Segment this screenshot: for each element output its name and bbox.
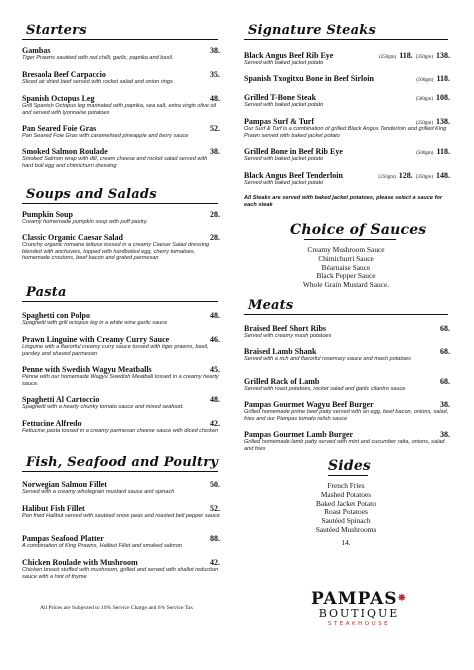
item-name: Smoked Salmon Roulade	[22, 147, 108, 156]
item-name: Spaghetti Al Cartoccio	[22, 395, 100, 404]
item-name: Pampas Seafood Platter	[22, 534, 104, 543]
sauce-item: Chimichurri Sauce	[318, 253, 374, 263]
item-price: 68.	[440, 324, 450, 333]
item-description: Served with roast potatoes, rocket salad and garlic cilantro sauce	[244, 386, 406, 392]
item-name: Pampas Gourmet Wagyu Beef Burger	[244, 400, 374, 409]
item-description: Pan fried Halibut served with sautéed snow peas and roasted bell pepper sauce	[22, 513, 220, 519]
item-description: Smoked Salmon wrap with dill, cream cheese and rocket salad served with hard boil egg and chimichurri dressing	[22, 156, 208, 169]
item-price: 48.	[210, 311, 220, 320]
item-description: Tiger Prawns sautéed with red chilli, garlic, paprika and basil.	[22, 55, 174, 61]
menu-item	[22, 395, 220, 411]
item-price: 52.	[210, 504, 220, 513]
item-name: Black Angus Beef Tenderloin	[244, 171, 343, 180]
item-name: Norwegian Salmon Fillet	[22, 480, 107, 489]
size-large: (350gm)	[415, 55, 433, 60]
item-name: Spaghetti con Polpo	[22, 311, 91, 320]
price-large: 138.	[436, 117, 450, 126]
item-name: Braised Beef Short Ribs	[244, 324, 326, 333]
menu-item	[22, 365, 220, 387]
size-large: (500gm)	[416, 151, 434, 156]
size-large: (250gm)	[415, 121, 433, 126]
section-divider	[328, 475, 368, 476]
menu-item	[22, 233, 220, 262]
menu-item	[22, 210, 220, 226]
sides-list	[244, 482, 448, 548]
menu-item	[244, 347, 450, 363]
section-divider	[244, 314, 448, 315]
size-large: (500gm)	[416, 78, 434, 83]
section-title-soups: Soups and Salads	[26, 187, 157, 202]
menu-item	[22, 311, 220, 327]
logo-line1: PAMPAS	[311, 589, 398, 609]
section-title-starters: Starters	[26, 23, 87, 38]
item-name: Pan Seared Foie Gras	[22, 124, 97, 133]
section-title-meats: Meats	[248, 298, 294, 313]
menu-item	[22, 94, 220, 116]
item-price: 38.	[440, 400, 450, 409]
item-description: Served with baked jacket potato	[244, 102, 324, 108]
item-name: Bresaola Beef Carpaccio	[22, 70, 106, 79]
steak-item	[244, 171, 450, 187]
item-description: Fettucine pasta tossed in a creamy parmesan cheese sauce with diced chicken	[22, 428, 219, 434]
item-price: 68.	[440, 347, 450, 356]
size-large: (350gm)	[415, 175, 433, 180]
item-price: 48.	[210, 395, 220, 404]
side-item: Sautéed Spinach	[321, 516, 371, 526]
section-divider	[22, 301, 218, 302]
item-price: 38.	[210, 46, 220, 55]
item-name: Pampas Surf & Turf	[244, 117, 315, 126]
menu-item	[22, 124, 220, 140]
item-name: Gambas	[22, 46, 51, 55]
item-price: 52.	[210, 124, 220, 133]
item-name: Grilled T-Bone Steak	[244, 93, 317, 102]
steak-item	[244, 51, 450, 67]
item-description: A combination of King Prawns, Halibut Fillet and smoked salmon	[22, 543, 182, 549]
menu-item	[22, 70, 220, 86]
item-price: 46.	[210, 335, 220, 344]
logo-horns-icon: ✵	[397, 593, 407, 604]
item-price: 35.	[210, 70, 220, 79]
item-description: Creamy homemade pumpkin soup with puff pastry.	[22, 219, 148, 225]
steak-item	[244, 117, 450, 139]
item-name: Classic Organic Caesar Salad	[22, 233, 123, 242]
sides-price: 14.	[341, 537, 351, 547]
sauce-item: Black Pepper Sauce	[316, 271, 376, 281]
price-small: 128.	[398, 171, 413, 180]
item-description: Penne with our homemade Wagyu Swedish Meatball tossed in a creamy hearty sauce.	[22, 374, 219, 387]
item-name: Spanish Txogitxu Bone in Beef Sirloin	[244, 74, 374, 83]
item-name: Grilled Rack of Lamb	[244, 377, 320, 386]
section-title-pasta: Pasta	[26, 285, 67, 300]
menu-item	[22, 335, 220, 357]
price-large: 138.	[436, 51, 450, 60]
item-name: Chicken Roulade with Mushroom	[22, 558, 138, 567]
item-description: Served with a creamy wholegrain mustard sauce and spinach	[22, 489, 175, 495]
section-title-sides: Sides	[328, 458, 372, 474]
item-description: Served with baked jacket potato	[244, 156, 324, 162]
item-description: Sliced air dried beef served with rocket salad and onion rings	[22, 79, 173, 85]
item-name: Grilled Bone in Beef Rib Eye	[244, 147, 343, 156]
size-small: (250gm)	[378, 55, 397, 60]
item-price: 28.	[210, 210, 220, 219]
side-item: Mashed Potatoes	[320, 489, 372, 499]
size-large: (500gm)	[415, 97, 433, 102]
item-price: 38.	[440, 430, 450, 439]
item-price: 45.	[210, 365, 220, 374]
sauce-item: Creamy Mushroom Sauce	[307, 245, 385, 254]
item-name: Pumpkin Soup	[22, 210, 73, 219]
price-large: 118.	[436, 147, 450, 156]
item-name: Pampas Gourmet Lamb Burger	[244, 430, 354, 439]
size-small: (250gm)	[378, 175, 396, 180]
menu-item	[244, 400, 450, 422]
item-price: 88.	[210, 534, 220, 543]
item-name: Black Angus Beef Rib Eye	[244, 51, 334, 60]
menu-item	[244, 430, 450, 452]
item-name: Halibut Fish Fillet	[22, 504, 85, 513]
price-large: 148.	[436, 171, 450, 180]
item-description: Grill Spanish Octopus leg marinated with paprika, sea salt, extra virgin olive oil and served with lyonnaise potatoes	[22, 103, 217, 116]
section-divider	[22, 471, 218, 472]
side-item: Sautéed Mushrooms	[315, 524, 377, 534]
item-description: Served with creamy mash potatoes	[244, 333, 332, 339]
menu-item	[22, 534, 220, 550]
item-price: 42.	[210, 419, 220, 428]
item-description: Spaghetti with grill octopus leg in a white wine garlic sauce	[22, 320, 168, 326]
item-description: Our Surf & Turf is a combination of grilled Black Angus Tenderloin and grilled King Prawn served with baked jacket potato	[244, 126, 447, 139]
item-description: Chicken breast stuffed with mushroom, grilled and served with shallot reduction sauce with a hint of thyme	[22, 567, 219, 580]
price-large: 108.	[436, 93, 450, 102]
item-price: 42.	[210, 558, 220, 567]
price-large: 118.	[436, 74, 450, 83]
item-price: 38.	[210, 147, 220, 156]
item-name: Prawn Linguine with Creamy Curry Sauce	[22, 335, 170, 344]
sauce-item: Béarnaise Sauce	[321, 262, 371, 272]
item-description: Linguine with a flavorful creamy curry sauce tossed with tiger prawns, basil, parsley and shaved parmesan	[22, 344, 209, 357]
section-title-fish: Fish, Seafood and Poultry	[26, 455, 219, 470]
item-price: 68.	[440, 377, 450, 386]
menu-item	[244, 377, 450, 393]
item-description: Pan Seared Foie Gras with caramelised pineapple and berry sauce	[22, 133, 189, 139]
section-divider	[22, 39, 218, 40]
price-small: 118.	[399, 51, 413, 60]
item-price: 28.	[210, 233, 220, 242]
menu-item	[22, 419, 220, 435]
item-description: Served with baked jacket potato	[244, 60, 324, 66]
menu-item	[22, 480, 220, 496]
item-description: Grilled homemade prime beef patty served with an egg, beef bacon, onions, salad, fries and our Pampas tomato relish sauce	[244, 409, 449, 422]
steak-item	[244, 147, 450, 163]
side-item: Roast Potatoes	[324, 507, 368, 517]
menu-item	[22, 558, 220, 580]
pampas-logo	[284, 590, 434, 628]
menu-item	[22, 46, 220, 62]
menu-item	[244, 324, 450, 340]
steaks-note: All Steaks are served with baked jacket potatoes, please select a sauce for each steak	[244, 195, 443, 208]
logo-line2: BOUTIQUE	[318, 607, 400, 620]
logo-line3: STEAKHOUSE	[327, 621, 391, 627]
section-divider	[244, 39, 448, 40]
item-description: Crunchy organic romaine lettuce tossed in a creamy Caesar Salad dressing blended with anchovies, topped with hardboiled egg, cherry tomatoes, homemade croutons, beef bacon and grated parmesan	[22, 242, 210, 262]
item-name: Penne with Swedish Wagyu Meatballs	[22, 365, 152, 374]
sauce-item: Whole Grain Mustard Sauce.	[302, 280, 390, 290]
item-description: Grilled homemade lamb patty served with mint and cucumber raita, onions, salad and fries	[244, 439, 445, 452]
item-description: Served with a rich and flavorful rosemary sauce and mash potatoes	[244, 356, 411, 362]
section-title-steaks: Signature Steaks	[248, 23, 377, 38]
side-item: French Fries	[327, 481, 365, 490]
item-name: Fettucine Alfredo	[22, 419, 82, 428]
section-divider	[304, 239, 396, 240]
steak-item	[244, 93, 450, 109]
item-description: Served with baked jacket potato	[244, 180, 324, 186]
item-price: 50.	[210, 480, 220, 489]
section-divider	[22, 203, 218, 204]
item-description: Spaghetti with a hearty chunky tomato sauce and mixed seafood.	[22, 404, 184, 410]
side-item: Baked Jacket Potato	[316, 498, 376, 508]
item-name: Braised Lamb Shank	[244, 347, 317, 356]
item-price: 48.	[210, 94, 220, 103]
item-name: Spanish Octopus Leg	[22, 94, 95, 103]
steak-item	[244, 74, 450, 83]
menu-item	[22, 147, 220, 169]
section-title-sauces: Choice of Sauces	[290, 222, 427, 238]
service-charge-note: All Prices are Subjected to 10% Service Charge and 6% Service Tax	[40, 605, 194, 611]
sauce-list	[244, 246, 448, 290]
menu-item	[22, 504, 220, 520]
